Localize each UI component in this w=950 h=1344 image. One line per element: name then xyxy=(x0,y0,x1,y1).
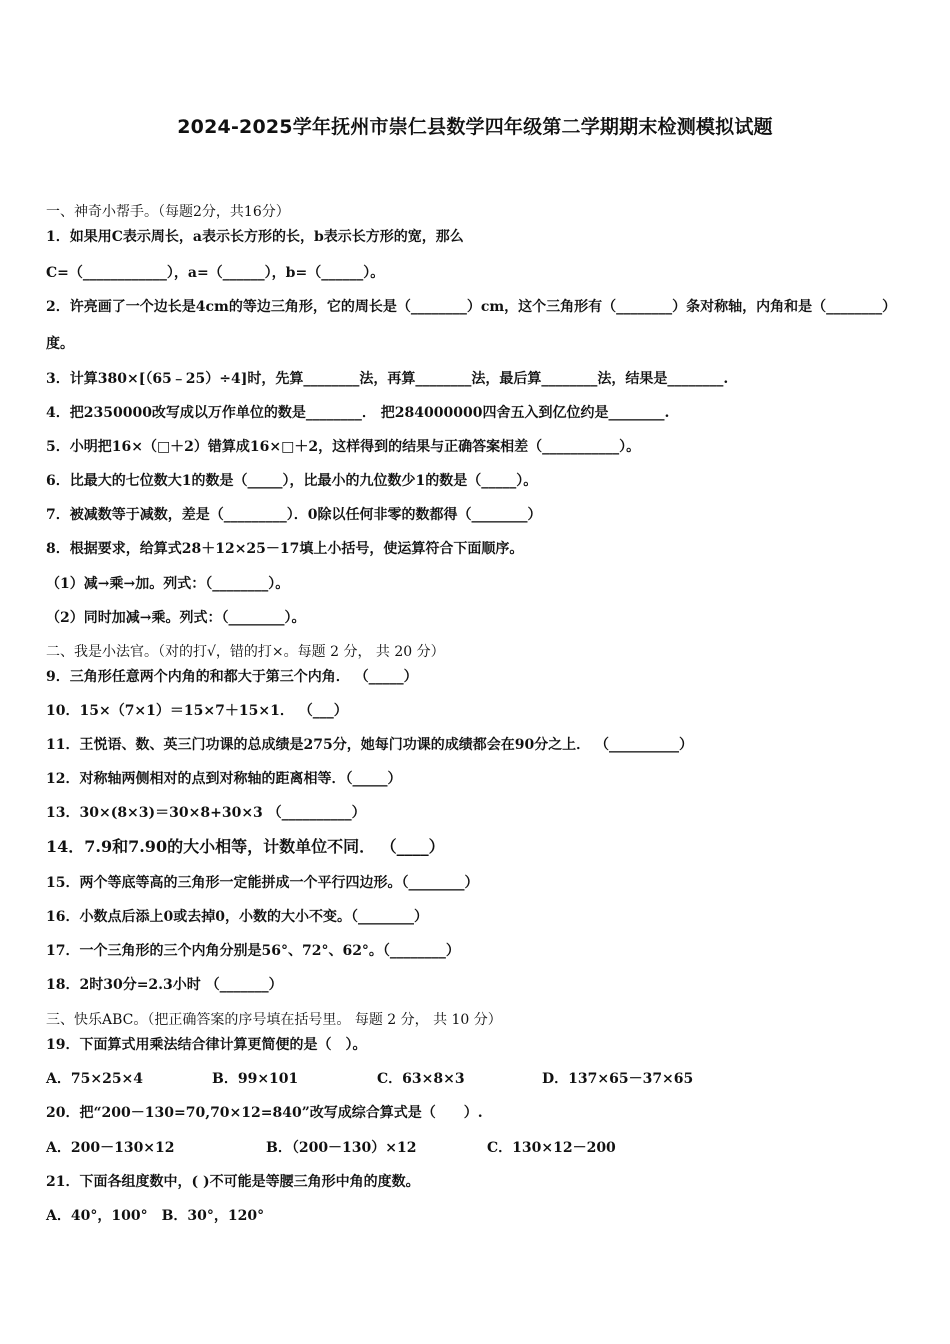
question-5: 5．小明把16×（□＋2）错算成16×□＋2，这样得到的结果与正确答案相差（___________）。 xyxy=(46,439,641,455)
section-heading-1: 一、神奇小帮手。（每题2分，共16分） xyxy=(46,204,290,220)
question-19: 19．下面算式用乘法结合律计算更简便的是（ ）。 xyxy=(46,1037,367,1053)
question-19-option-a: A．75×25×4 xyxy=(46,1071,144,1087)
question-19-option-d: D．137×65－37×65 xyxy=(542,1071,694,1087)
question-16: 16．小数点后添上0或去掉0，小数的大小不变。（________） xyxy=(46,909,428,925)
section-heading-2: 二、我是小法官。（对的打√，错的打×。每题 2 分， 共 20 分） xyxy=(46,644,445,660)
question-21-options: A．40°，100° B．30°，120° xyxy=(46,1208,265,1224)
question-12: 12．对称轴两侧相对的点到对称轴的距离相等．（_____） xyxy=(46,771,402,787)
question-19-option-b: B．99×101 xyxy=(212,1071,299,1087)
question-10: 10．15×（7×1）＝15×7＋15×1． （___） xyxy=(46,703,348,719)
question-17: 17．一个三角形的三个内角分别是56°、72°、62°。（________） xyxy=(46,943,460,959)
question-20-option-a: A．200－130×12 xyxy=(46,1140,175,1156)
page-title: 2024-2025学年抚州市崇仁县数学四年级第二学期期末检测模拟试题 xyxy=(177,116,773,138)
question-11: 11．王悦语、数、英三门功课的总成绩是275分，她每门功课的成绩都会在90分之上． （__________） xyxy=(46,737,694,753)
question-9: 9．三角形任意两个内角的和都大于第三个内角． （_____） xyxy=(46,669,418,685)
question-15: 15．两个等底等高的三角形一定能拼成一个平行四边形。（________） xyxy=(46,875,479,891)
question-14: 14．7.9和7.90的大小相等，计数单位不同． （____） xyxy=(46,837,445,856)
question-19-option-c: C．63×8×3 xyxy=(377,1071,465,1087)
question-6: 6．比最大的七位数大1的数是（_____），比最小的九位数少1的数是（_____）。 xyxy=(46,473,538,489)
question-20-option-c: C．130×12－200 xyxy=(487,1140,616,1156)
question-13: 13．30×(8×3)＝30×8+30×3 （__________） xyxy=(46,805,366,821)
question-8-part-1: （1）减→乘→加。列式：（________）。 xyxy=(46,576,290,592)
question-1-line-1: 1．如果用C表示周长，a表示长方形的长，b表示长方形的宽，那么 xyxy=(46,229,464,245)
question-3: 3．计算380×[（65﹣25）÷4]时，先算________法，再算________法，最后算________法，结果是________. xyxy=(46,371,729,387)
question-20: 20．把“200－130=70,70×12=840”改写成综合算式是（ ）. xyxy=(46,1105,483,1121)
question-4: 4．把2350000改写成以万作单位的数是________． 把284000000四舍五入到亿位约是________. xyxy=(46,405,670,421)
section-heading-3: 三、快乐ABC。（把正确答案的序号填在括号里。 每题 2 分， 共 10 分） xyxy=(46,1012,502,1028)
question-21: 21．下面各组度数中，( )不可能是等腰三角形中角的度数。 xyxy=(46,1174,420,1190)
question-8: 8．根据要求，给算式28＋12×25－17填上小括号，使运算符合下面顺序。 xyxy=(46,541,524,557)
question-18: 18．2时30分=2.3小时 （_______） xyxy=(46,977,283,993)
question-8-part-2: （2）同时加减→乘。列式：（________）。 xyxy=(46,610,306,626)
question-2: 2．许亮画了一个边长是4cm的等边三角形，它的周长是（________）cm，这个三角形有（________）条对称轴，内角和是（________）度。 xyxy=(46,299,897,352)
question-1-line-2: C=（____________），a=（______），b=（______）。 xyxy=(46,265,385,281)
question-7: 7．被减数等于减数，差是（_________）．0除以任何非零的数都得（________） xyxy=(46,507,542,523)
question-20-option-b: B．（200－130）×12 xyxy=(266,1140,417,1156)
